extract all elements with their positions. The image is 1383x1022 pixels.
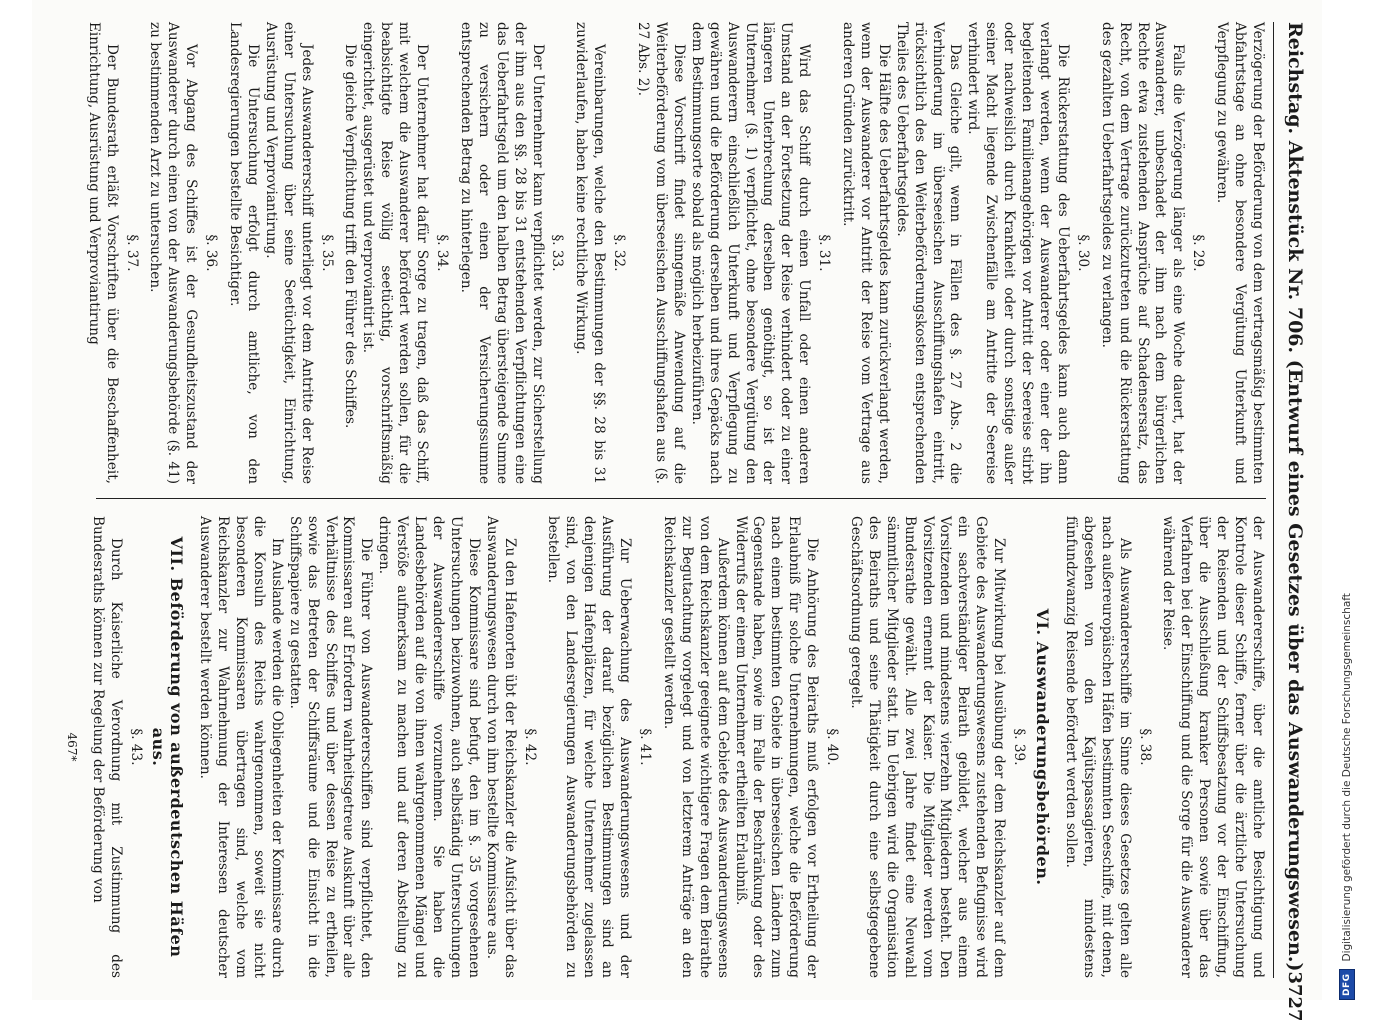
right-section-number: §. 43.: [127, 728, 144, 766]
right-paragraph: Durch Kaiserliche Verordnung mit Zustimmung des Bundesraths können zur Regelung der Beförderung von: [89, 516, 124, 978]
left-section-number: §. 30.: [1074, 234, 1091, 272]
right-paragraph: Als Auswandererschiffe im Sinne dieses Gesetzes gelten alle nach außereuropäischen Häfen bestimmten Seeschiffe, mit denen, abgesehen von den Kajütspassagieren, mindestens fünfundzwanzig Reisende befördert werden sollen.: [1062, 516, 1133, 978]
left-section-number: §. 32.: [611, 234, 628, 272]
right-paragraph: Außerdem können auf dem Gebiete des Auswanderungswesens von dem Reichskanzler geeignete wichtigere Fragen dem Beirathe zur Begutachtung vorgelegt und von letzterem Anträge an den Reichskanzler gestellt werden.: [660, 516, 731, 978]
left-paragraph: Wird das Schiff durch einen Unfall oder einen anderen Umstand an der Fortsetzung der Reise verhindert oder zu einer längeren Unterbrechung derselben genöthigt, so ist der Unternehmer (§. 1) verpflichtet, ohne besondere Vergütung den Auswanderern einschließlich Unterkunft und Verpflegung zu gewähren und die Beförderung derselben und ihres Gepäcks nach dem Bestimmungsorte sobald als möglich herbeizuführen.: [688, 22, 813, 484]
left-column: [85, 22, 1266, 484]
right-section-number: §. 39.: [1011, 728, 1028, 766]
left-section-number: §. 37.: [123, 234, 140, 272]
scanned-page: [32, 0, 1322, 1022]
right-section-number: §. 38.: [1136, 728, 1153, 766]
left-paragraph: Diese Vorschrift findet sinngemäße Anwendung auf die Weiterbeförderung vom überseeischen Ausschiffungshafen aus (§. 27 Abs. 2).: [635, 22, 687, 484]
page-header: [1278, 22, 1312, 1022]
credit-text: Digitalisierung gefördert durch die Deutsche Forschungsgemeinschaft: [1341, 593, 1353, 962]
left-paragraph: Der Bundesrath erläßt Vorschriften über die Beschaffenheit, Einrichtung, Ausrüstung und Verproviantirung: [85, 22, 120, 484]
left-paragraph: Vor Abgang des Schiffes ist der Gesundheitszustand der Auswanderer durch einen von der Auswanderungsbehörde (§. 41) zu bestimmenden Arzt zu untersuchen.: [147, 22, 200, 484]
left-section-number: §. 29.: [1190, 234, 1207, 272]
right-paragraph: Diese Kommissare sind befugt, den im §. 35 vorgesehenen Untersuchungen beizuwohnen, auch selbständig Untersuchungen der Auswandererschiffe vorzunehmen. Sie haben die Landesbehörden auf die von ihnen wahrgenommenen Mängel und Verstöße aufmerksam zu machen und auf deren Abstellung zu dringen.: [376, 516, 482, 978]
header-title: Reichstag. Aktenstück Nr. 706. (Entwurf eines Gesetzes über das Auswanderungswesen.): [1284, 22, 1306, 972]
right-paragraph: der Auswandererschiffe, über die amtliche Besichtigung und Kontrole dieser Schiffe, ferner über die ärztliche Untersuchung der Reisenden und der Schiffsbesatzung vor der Einschiffung, über die Ausschließung kranker Personen sowie über das Verfahren bei der Einschiffung und die Sorge für die Auswanderer während der Reise.: [1160, 516, 1266, 978]
right-column: [64, 516, 1266, 978]
left-section-number: §. 34.: [434, 234, 451, 272]
right-section-number: §. 40.: [824, 728, 841, 766]
right-paragraph: Im Auslande werden die Obliegenheiten der Kommissare durch die Konsuln des Reichs wahrgenommen, soweit sie nicht besonderen Kommissaren übertragen sind, welche vom Reichskanzler zur Wahrnehmung der Interessen deutscher Auswanderer bestellt werden können.: [197, 516, 285, 978]
right-chapter-heading: VI. Auswanderungsbehörden.: [1033, 608, 1053, 886]
right-paragraph: Die Führer von Auswandererschiffen sind verpflichtet, den Kommissaren auf Erfordern wahrheitsgetreue Auskunft über alle Verhältnisse des Schiffes und über dessen Reise zu ertheilen, sowie das Betreten der Schiffsräume und die Einsicht in die Schiffspapiere zu gestatten.: [286, 516, 375, 978]
column-divider: [96, 498, 1266, 499]
digitization-credit: [1336, 0, 1376, 1000]
left-section-number: §. 31.: [816, 234, 833, 272]
dfg-logo: DFG: [1339, 969, 1355, 1000]
right-paragraph: Zu den Hafenorten übt der Reichskanzler die Aufsicht über das Auswanderungswesen durch von ihm bestellte Kommissare aus.: [483, 516, 518, 978]
left-section-number: §. 33.: [549, 234, 566, 272]
left-paragraph: Der Unternehmer hat dafür Sorge zu tragen, daß das Schiff, mit welchem die Auswanderer befördert werden sollen, für die beabsichtigte Reise völlig seetüchtig, vorschriftsmäßig eingerichtet, ausgerüstet und verproviantirt ist.: [360, 22, 431, 484]
right-signature-mark: 467*: [64, 732, 79, 762]
left-paragraph: Die Untersuchung erfolgt durch amtliche, von den Landesregierungen bestellte Besichtiger.: [227, 22, 261, 484]
left-paragraph: Vereinbarungen, welche den Bestimmungen der §§. 28 bis 31 zuwiderlaufen, haben keine rechtliche Wirkung.: [573, 22, 608, 484]
page-number: 3727: [1284, 971, 1306, 1022]
left-section-number: §. 35.: [318, 234, 335, 272]
left-paragraph: Die gleiche Verpflichtung trifft den Führer des Schiffes.: [342, 44, 359, 429]
right-paragraph: Zur Ueberwachung des Auswanderungswesens und der Ausführung der darauf bezüglichen Bestimmungen sind an denjenigen Hafenplätzen, für welche Unternehmer zugelassen sind, von den Landesregierungen Auswanderungsbehörden zu bestellen.: [545, 516, 634, 978]
right-chapter-heading: VII. Beförderung von außerdeutschen Häfen aus.: [149, 536, 187, 958]
left-paragraph: Falls die Verzögerung länger als eine Woche dauert, hat der Auswanderer, unbeschadet der ihm nach dem bürgerlichen Rechte etwa zustehenden Ansprüche auf Schadensersatz, das Recht, von dem Vertrage zurückzutreten und die Rückerstattung des gezahlten Ueberfahrtsgeldes zu verlangen.: [1098, 22, 1187, 484]
right-section-number: §. 41.: [637, 728, 653, 766]
left-section-number: §. 36.: [203, 234, 220, 272]
left-paragraph: Die Hälfte des Ueberfahrtsgeldes kann zurückverlangt werden, wenn der Auswanderer vor Antritt der Reise vom Vertrage aus anderen Gründen zurücktritt.: [840, 22, 892, 484]
left-paragraph: Verzögerung der Beförderung von dem vertragsmäßig bestimmten Abfahrtstage an ohne besondere Vergütung Unterkunft und Verpflegung zu gewähren.: [1214, 22, 1266, 484]
left-paragraph: Die Rückerstattung des Ueberfahrtsgeldes kann auch dann verlangt werden, wenn der Auswanderer oder einer der ihn begleitenden Familienangehörigen vor Antritt der Seereise stirbt oder nachweislich durch Krankheit oder durch sonstige außer seiner Macht liegende Zwischenfälle am Antritte der Seereise verhindert wird.: [965, 22, 1071, 484]
right-paragraph: Zur Mitwirkung bei Ausübung der dem Reichskanzler auf dem Gebiete des Auswanderungswesens zustehenden Befugnisse wird ein sachverständiger Beirath gebildet, welcher aus einem Vorsitzenden und mindestens vierzehn Mitgliedern besteht. Den Vorsitzenden ernennt der Kaiser. Die Mitglieder werden vom Bundesrathe gewählt. Alle zwei Jahre findet eine Neuwahl sämmtlicher Mitglieder statt. Im Uebrigen wird die Organisation des Beiraths und seine Thätigkeit durch eine selbstgegebene Geschäftsordnung geregelt.: [847, 516, 1008, 978]
right-section-number: §. 42.: [521, 728, 538, 766]
left-paragraph: Das Gleiche gilt, wenn in Fällen des §. 27 Abs. 2 die Verhinderung im überseeischen Ausschiffungshafen eintritt, rücksichtlich des den Weiterbeförderungskosten entsprechenden Theiles des Ueberfahrtsgeldes.: [893, 22, 964, 484]
left-paragraph: Der Unternehmer kann verpflichtet werden, zur Sicherstellung der ihm aus den §§. 28 bis 31 entstehenden Verpflichtungen eine das Ueberfahrtsgeld um den halben Betrag übersteigende Summe zu versichern oder einen der Versicherungssumme entsprechenden Betrag zu hinterlegen.: [457, 22, 546, 484]
right-paragraph: Die Anhörung des Beiraths muß erfolgen vor Ertheilung der Erlaubniß für solche Unternehmungen, welche die Beförderung nach einem bestimmten Gebiete in überseeischen Ländern zum Gegenstande haben, sowie im Falle der Beschränkung oder des Widerrufs der einem Unternehmer ertheilten Erlaubniß.: [732, 516, 821, 978]
left-paragraph: Jedes Auswandererschiff unterliegt vor dem Antritte der Reise einer Untersuchung über seine Seetüchtigkeit, Einrichtung, Ausrüstung und Verproviantirung.: [262, 22, 315, 484]
header-rule: [1273, 22, 1274, 978]
